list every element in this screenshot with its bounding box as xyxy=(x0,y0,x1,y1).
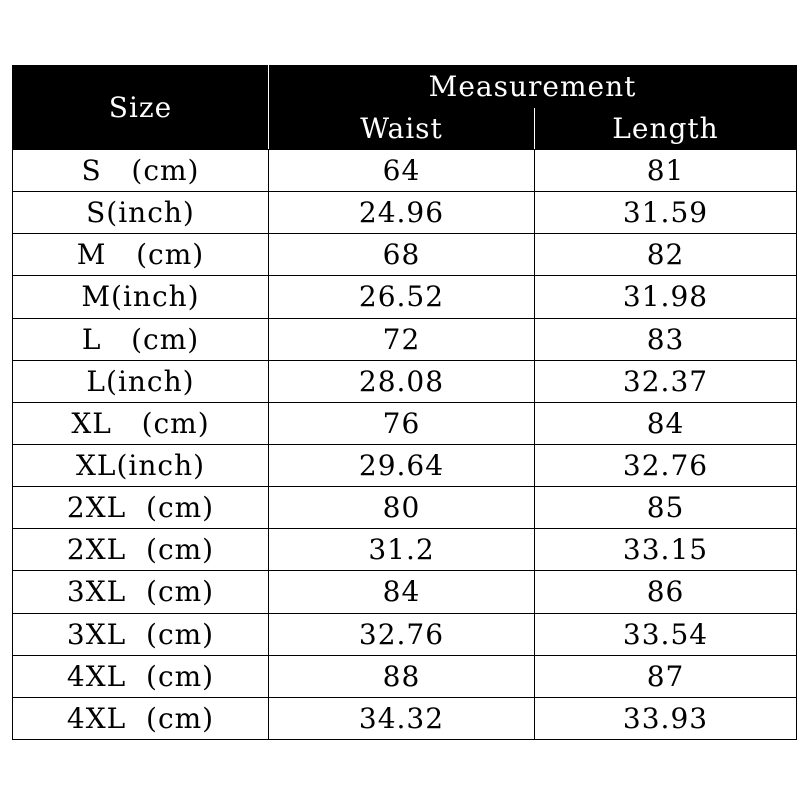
length-cell: 83 xyxy=(535,318,797,360)
table-row xyxy=(13,150,797,192)
size-cell: L (cm) xyxy=(13,318,269,360)
header-row-top xyxy=(13,66,797,108)
waist-cell: 72 xyxy=(269,318,535,360)
size-chart-table xyxy=(12,65,797,740)
length-cell: 82 xyxy=(535,234,797,276)
size-cell: XL(inch) xyxy=(13,444,269,486)
length-column-header: Length xyxy=(535,108,797,150)
size-column-header: Size xyxy=(13,66,269,150)
length-cell: 31.98 xyxy=(535,276,797,318)
length-cell: 32.76 xyxy=(535,444,797,486)
length-cell: 86 xyxy=(535,571,797,613)
table-row xyxy=(13,697,797,739)
waist-cell: 31.2 xyxy=(269,529,535,571)
size-cell: M(inch) xyxy=(13,276,269,318)
waist-cell: 28.08 xyxy=(269,360,535,402)
table-row xyxy=(13,192,797,234)
measurement-header: Measurement xyxy=(269,66,797,108)
length-cell: 33.15 xyxy=(535,529,797,571)
waist-cell: 80 xyxy=(269,487,535,529)
waist-cell: 76 xyxy=(269,402,535,444)
table-row xyxy=(13,402,797,444)
length-cell: 33.93 xyxy=(535,697,797,739)
waist-cell: 32.76 xyxy=(269,613,535,655)
size-cell: L(inch) xyxy=(13,360,269,402)
table-row xyxy=(13,571,797,613)
length-cell: 87 xyxy=(535,655,797,697)
length-cell: 33.54 xyxy=(535,613,797,655)
table-row xyxy=(13,655,797,697)
length-cell: 81 xyxy=(535,150,797,192)
length-cell: 32.37 xyxy=(535,360,797,402)
table-body xyxy=(13,150,797,740)
length-cell: 85 xyxy=(535,487,797,529)
waist-cell: 26.52 xyxy=(269,276,535,318)
table-row xyxy=(13,234,797,276)
length-cell: 31.59 xyxy=(535,192,797,234)
waist-cell: 29.64 xyxy=(269,444,535,486)
waist-cell: 84 xyxy=(269,571,535,613)
table-row xyxy=(13,318,797,360)
table-row xyxy=(13,444,797,486)
table-row xyxy=(13,613,797,655)
table-row xyxy=(13,487,797,529)
size-cell: S(inch) xyxy=(13,192,269,234)
size-cell: 2XL (cm) xyxy=(13,487,269,529)
waist-cell: 64 xyxy=(269,150,535,192)
size-cell: 4XL (cm) xyxy=(13,655,269,697)
size-cell: XL (cm) xyxy=(13,402,269,444)
size-cell: S (cm) xyxy=(13,150,269,192)
waist-cell: 24.96 xyxy=(269,192,535,234)
table-header xyxy=(13,66,797,150)
waist-cell: 68 xyxy=(269,234,535,276)
size-cell: 3XL (cm) xyxy=(13,571,269,613)
size-cell: M (cm) xyxy=(13,234,269,276)
waist-cell: 88 xyxy=(269,655,535,697)
table-row xyxy=(13,360,797,402)
table-row xyxy=(13,276,797,318)
size-cell: 3XL (cm) xyxy=(13,613,269,655)
table-row xyxy=(13,529,797,571)
length-cell: 84 xyxy=(535,402,797,444)
waist-column-header: Waist xyxy=(269,108,535,150)
size-cell: 4XL (cm) xyxy=(13,697,269,739)
waist-cell: 34.32 xyxy=(269,697,535,739)
size-cell: 2XL (cm) xyxy=(13,529,269,571)
